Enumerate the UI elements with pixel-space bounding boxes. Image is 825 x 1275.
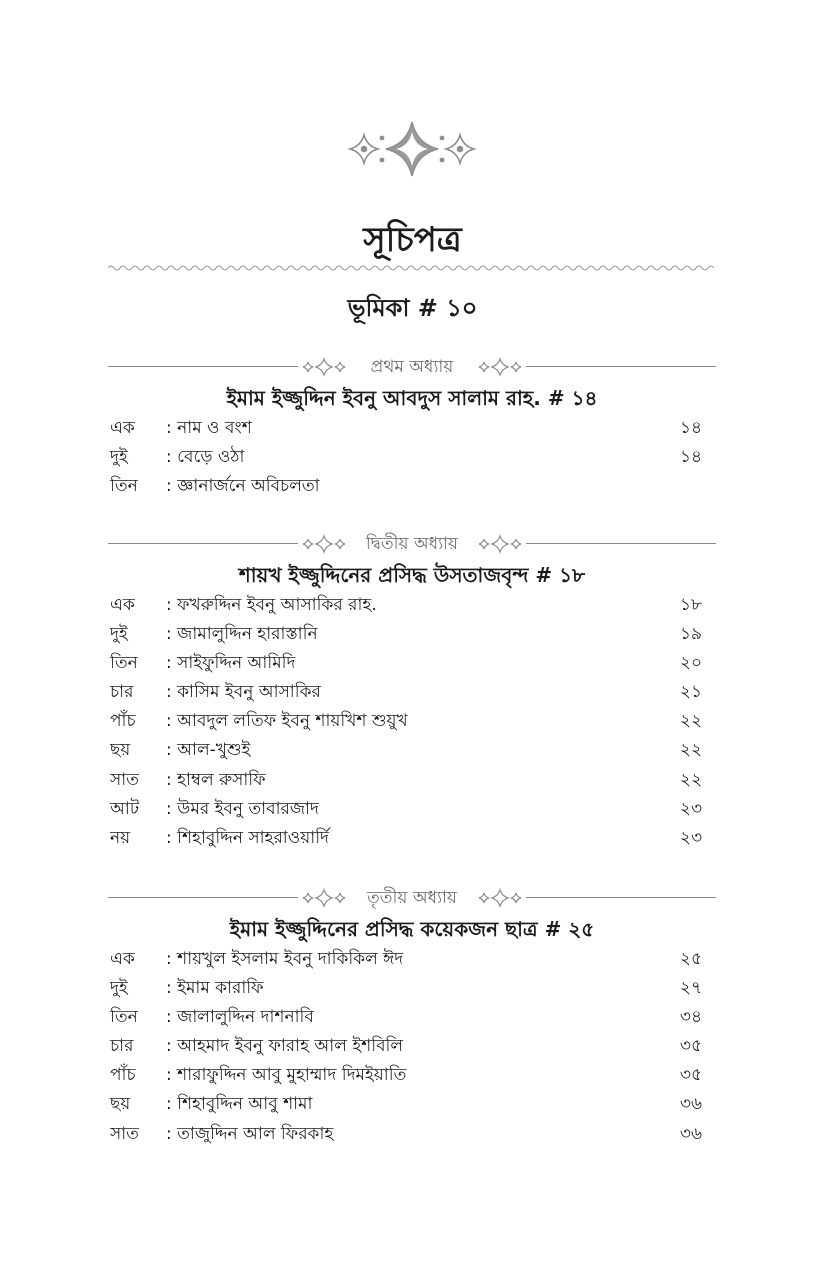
- entry-title: : কাসিম ইবনু আসাকির: [166, 682, 321, 703]
- toc-entry[interactable]: [108, 766, 716, 795]
- toc-entry[interactable]: [108, 707, 716, 736]
- entry-number: এক: [110, 418, 135, 438]
- entry-number: নয়: [110, 827, 131, 848]
- entry-title: : জালালুদ্দিন দাশনাবি: [166, 1007, 314, 1028]
- entry-title: : ফখরুদ্দিন ইবনু আসাকির রাহ.: [166, 595, 377, 615]
- entry-title: : হাম্বল রুসাফি: [166, 769, 266, 790]
- entry-page: ২১: [679, 682, 702, 703]
- entry-number: দুই: [110, 978, 128, 999]
- entry-title: : শিহাবুদ্দিন আবু শামা: [166, 1094, 313, 1115]
- entry-page: ৩৬: [679, 1123, 702, 1144]
- entry-number: তিন: [110, 476, 138, 497]
- entry-number: ছয়: [110, 740, 131, 761]
- entry-page: ৩৫: [679, 1036, 702, 1057]
- chapter-label: দ্বিতীয় অধ্যায়: [365, 534, 459, 554]
- chapter-rule-right: [526, 897, 716, 898]
- chapter-1: [108, 354, 716, 501]
- chapter-rule-right: [526, 543, 716, 544]
- chapter-label: প্রথম অধ্যায়: [370, 357, 454, 377]
- chapter-header: [108, 354, 716, 380]
- entry-number: পাঁচ: [110, 1065, 136, 1086]
- toc-entry[interactable]: [108, 443, 716, 472]
- preface-entry[interactable]: ভূমিকা # ১০: [347, 294, 478, 322]
- toc-entry[interactable]: [108, 974, 716, 1003]
- chapter-ornament-left: [298, 887, 350, 909]
- toc-entry[interactable]: [108, 1061, 716, 1090]
- toc-entry[interactable]: [108, 1032, 716, 1061]
- entry-title: : আহমাদ ইবনু ফারাহ আল ইশবিলি: [166, 1036, 404, 1057]
- chapter-ornament-right: [474, 356, 526, 378]
- toc-entry[interactable]: [108, 591, 716, 620]
- toc-entry[interactable]: [108, 414, 716, 443]
- entry-page: ২৩: [679, 798, 702, 819]
- entry-page: ২৭: [679, 978, 702, 999]
- entry-number: আট: [110, 798, 140, 819]
- entry-number: পাঁচ: [110, 711, 136, 732]
- entry-title: : শারাফুদ্দিন আবু মুহাম্মাদ দিমইয়াতি: [166, 1065, 407, 1086]
- entry-title: : সাইফুদ্দিন আমিদি: [166, 653, 296, 674]
- chapter-rule-left: [108, 897, 298, 898]
- chapter-rule-left: [108, 543, 298, 544]
- chapter-header: [108, 885, 716, 911]
- toc-entry[interactable]: [108, 736, 716, 765]
- entry-title: : শায়খুল ইসলাম ইবনু দাকিকিল ঈদ: [166, 949, 404, 969]
- chapter-3: [108, 885, 716, 1149]
- entry-number: এক: [110, 949, 135, 969]
- chapter-header: [108, 531, 716, 557]
- entry-page: ১৯: [679, 624, 702, 645]
- chapter-rule-right: [526, 366, 716, 367]
- entry-title: : জামালুদ্দিন হারাস্তানি: [166, 624, 318, 645]
- entry-page: ১৪: [679, 418, 702, 438]
- entry-number: তিন: [110, 653, 138, 674]
- entry-number: দুই: [110, 447, 128, 468]
- entry-page: ১৪: [679, 447, 702, 468]
- entry-page: ২৫: [679, 949, 702, 969]
- entry-number: দুই: [110, 624, 128, 645]
- entry-title: : বেড়ে ওঠা: [166, 447, 245, 468]
- chapter-rule-left: [108, 366, 298, 367]
- toc-entry[interactable]: [108, 620, 716, 649]
- toc-entry[interactable]: [108, 649, 716, 678]
- chapter-title[interactable]: শায়খ ইজ্জুদ্দিনের প্রসিদ্ধ উসতাজবৃন্দ # ১৮: [238, 563, 586, 587]
- chapter-ornament-right: [474, 533, 526, 555]
- entry-page: ৩৪: [679, 1007, 702, 1028]
- page-title: সূচিপত্র: [363, 220, 462, 260]
- toc-entry[interactable]: [108, 1003, 716, 1032]
- toc-entry[interactable]: [108, 1090, 716, 1119]
- entry-title: : জ্ঞানার্জনে অবিচলতা: [166, 476, 320, 497]
- entry-title: : নাম ও বংশ: [166, 418, 252, 438]
- entry-number: তিন: [110, 1007, 138, 1028]
- entry-page: ২২: [679, 740, 702, 761]
- entry-page: ৩৫: [679, 1065, 702, 1086]
- header-ornament: [342, 118, 482, 180]
- entry-page: ২২: [679, 769, 702, 790]
- entry-number: ছয়: [110, 1094, 131, 1115]
- entry-title: : আবদুল লতিফ ইবনু শায়খিশ শুয়ুখ: [166, 711, 408, 732]
- toc-entry[interactable]: [108, 795, 716, 824]
- chapter-label: তৃতীয় অধ্যায়: [367, 888, 457, 908]
- toc-entry[interactable]: [108, 945, 716, 974]
- entry-title: : ইমাম কারাফি: [166, 978, 264, 999]
- chapter-title[interactable]: ইমাম ইজ্জুদ্দিন ইবনু আবদুস সালাম রাহ. # ১৪: [226, 386, 598, 410]
- toc-entry[interactable]: [108, 472, 716, 501]
- entry-page: ১৮: [679, 595, 702, 615]
- entry-page: ৩৬: [679, 1094, 702, 1115]
- entry-page: ২০: [679, 653, 702, 674]
- entry-number: চার: [110, 1036, 134, 1057]
- entry-number: সাত: [110, 769, 139, 790]
- entry-page: ২৩: [679, 827, 702, 848]
- entry-page: ২২: [679, 711, 702, 732]
- entry-title: : শিহাবুদ্দিন সাহরাওয়ার্দি: [166, 827, 329, 848]
- entry-title: : তাজুদ্দিন আল ফিরকাহ: [166, 1123, 334, 1144]
- chapter-2: [108, 531, 716, 853]
- entry-number: এক: [110, 595, 135, 615]
- chapter-ornament-right: [474, 887, 526, 909]
- entry-number: সাত: [110, 1123, 139, 1144]
- title-divider: [108, 264, 714, 272]
- toc-entry[interactable]: [108, 824, 716, 853]
- chapter-ornament-left: [298, 356, 350, 378]
- chapter-title[interactable]: ইমাম ইজ্জুদ্দিনের প্রসিদ্ধ কয়েকজন ছাত্র # ২৫: [229, 917, 595, 941]
- entry-number: চার: [110, 682, 134, 703]
- toc-entry[interactable]: [108, 1120, 716, 1149]
- entry-title: : আল-খুশুই: [166, 740, 251, 761]
- entry-title: : উমর ইবনু তাবারজাদ: [166, 798, 319, 819]
- toc-entry[interactable]: [108, 678, 716, 707]
- chapter-ornament-left: [298, 533, 350, 555]
